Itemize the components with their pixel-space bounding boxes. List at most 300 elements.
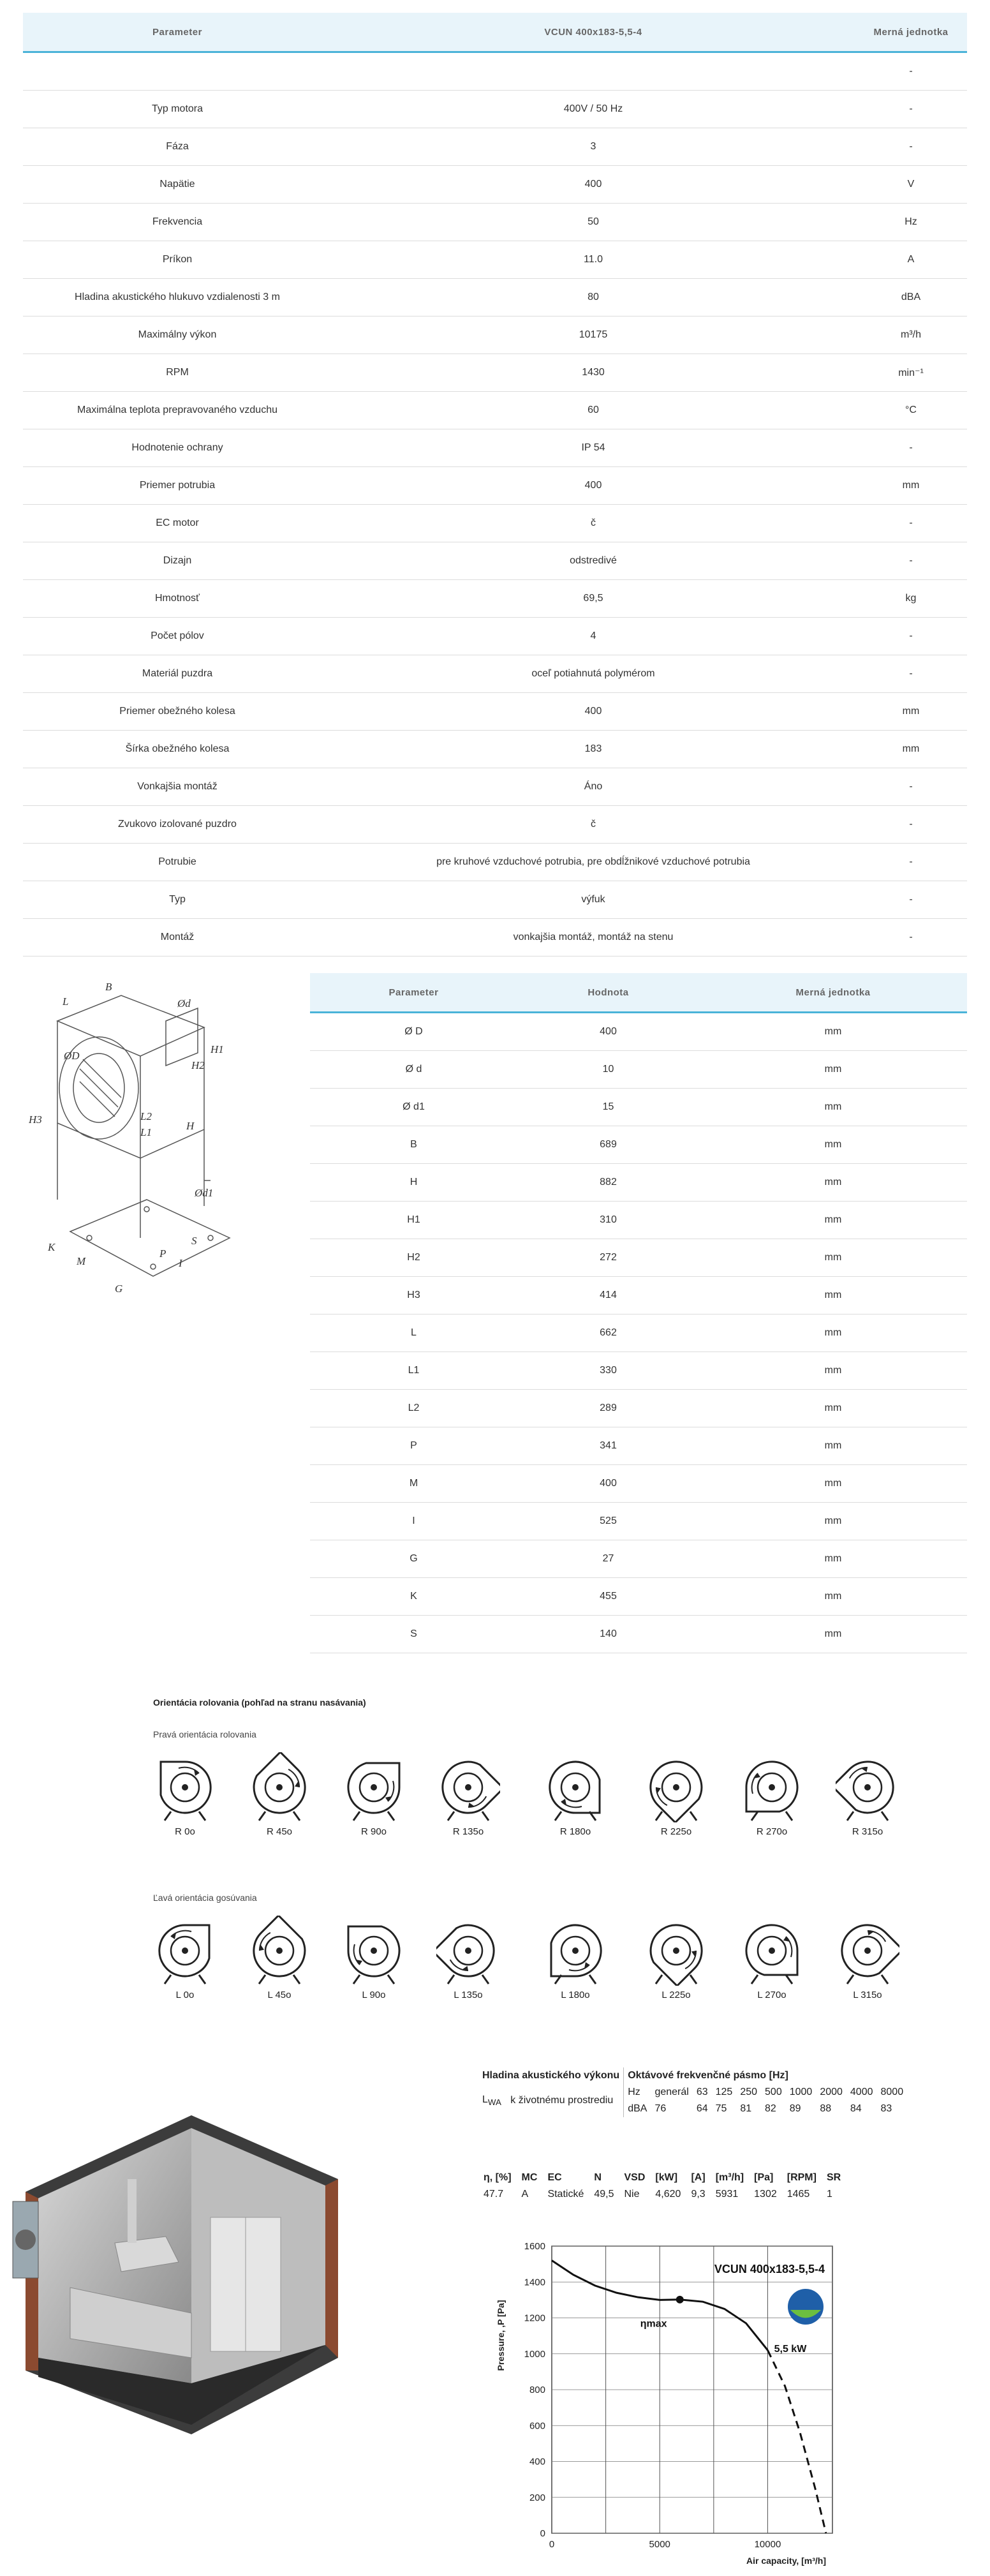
- perf-value: 4,620: [655, 2189, 681, 2200]
- spec-cell-value: 1430: [332, 354, 855, 392]
- drawing-label-od: Ød: [177, 997, 191, 1009]
- spec-cell-parameter: Hmotnosť: [23, 580, 332, 618]
- fan-orientation-icon: [641, 1916, 711, 1986]
- drawing-label-i: I: [179, 1257, 182, 1269]
- spec-cell-unit: -: [855, 768, 967, 806]
- noise-value: 64: [696, 2103, 708, 2114]
- y-axis-label: Pressure, ,P [Pa]: [496, 2300, 506, 2371]
- fan-orientation-icon: [737, 1752, 807, 1822]
- dims-cell-unit: mm: [699, 1164, 967, 1202]
- spec-cell-unit: mm: [855, 693, 967, 731]
- dims-row: [310, 1352, 967, 1390]
- x-tick-label: 5000: [649, 2539, 670, 2550]
- orientation-label: R 90o: [360, 1826, 387, 1837]
- spec-cell-parameter: Typ: [23, 881, 332, 919]
- y-tick-label: 800: [529, 2385, 545, 2395]
- eta-max-point: [676, 2296, 684, 2304]
- spec-row: [23, 128, 967, 166]
- dims-cell-unit: mm: [699, 1126, 967, 1164]
- fan-orientation-icon: [244, 1916, 314, 1986]
- drawing-label-b: B: [105, 981, 112, 993]
- fan-orientation-icon: [641, 1752, 711, 1822]
- spec-header-row: [23, 13, 967, 52]
- orientation-label: L 180o: [561, 1990, 590, 2000]
- spec-cell-unit: -: [855, 881, 967, 919]
- orientation-right-7: [832, 1748, 903, 1844]
- spec-header-model: VCUN 400x183-5,5-4: [332, 13, 855, 52]
- spec-cell-unit: -: [855, 91, 967, 128]
- perf-value: 49,5: [594, 2189, 614, 2200]
- orientation-left-3: [433, 1912, 503, 2007]
- spec-row: [23, 618, 967, 655]
- perf-header: MC: [521, 2172, 538, 2183]
- orientation-title: Orientácia rolovania (pohľad na stranu nasávania): [153, 1697, 366, 1708]
- dims-cell-unit: mm: [699, 1314, 967, 1352]
- drawing-label-h: H: [186, 1120, 195, 1132]
- perf-header: [m³/h]: [715, 2172, 744, 2183]
- dims-row: [310, 1465, 967, 1503]
- drawing-label-p: P: [159, 1247, 166, 1260]
- dims-row: [310, 1578, 967, 1616]
- noise-value: 82: [765, 2103, 776, 2114]
- dims-cell-parameter: L1: [310, 1352, 517, 1390]
- dims-row: [310, 1503, 967, 1540]
- fan-dimension-drawing: [19, 976, 274, 1308]
- fan-orientation-icon: [339, 1916, 409, 1986]
- spec-cell-parameter: Priemer potrubia: [23, 467, 332, 505]
- dims-header-value: Hodnota: [517, 973, 699, 1013]
- noise-band: 125: [715, 2087, 733, 2097]
- spec-row: [23, 768, 967, 806]
- spec-row: [23, 919, 967, 957]
- y-tick-label: 400: [529, 2456, 545, 2468]
- spec-row: [23, 166, 967, 204]
- noise-value: 75: [715, 2103, 727, 2114]
- dims-row: [310, 1126, 967, 1164]
- y-tick-label: 200: [529, 2492, 545, 2503]
- spec-cell-parameter: EC motor: [23, 505, 332, 542]
- dims-cell-parameter: K: [310, 1578, 517, 1616]
- spec-cell-unit: -: [855, 429, 967, 467]
- spec-cell-value: 69,5: [332, 580, 855, 618]
- noise-hz-label: Hz: [624, 2084, 651, 2101]
- dims-cell-unit: mm: [699, 1202, 967, 1239]
- technical-drawing: [19, 976, 274, 1308]
- dims-row: [310, 1314, 967, 1352]
- spec-cell-value: 3: [332, 128, 855, 166]
- dims-cell-unit: mm: [699, 1277, 967, 1314]
- noise-table: [478, 2067, 907, 2117]
- spec-cell-value: 80: [332, 279, 855, 316]
- dims-cell-parameter: B: [310, 1126, 517, 1164]
- spec-cell-parameter: Počet pólov: [23, 618, 332, 655]
- perf-header: [kW]: [655, 2172, 678, 2183]
- drawing-label-h2: H2: [191, 1059, 205, 1071]
- orientation-label: L 90o: [362, 1990, 386, 2000]
- fan-orientation-icon: [433, 1916, 503, 1986]
- noise-row-label: k životnému prostrediu: [510, 2095, 614, 2106]
- spec-cell-parameter: Šírka obežného kolesa: [23, 731, 332, 768]
- perf-header: η, [%]: [484, 2172, 512, 2183]
- spec-row: [23, 279, 967, 316]
- spec-header-parameter: Parameter: [23, 13, 332, 52]
- spec-cell-value: 11.0: [332, 241, 855, 279]
- spec-cell-unit: -: [855, 618, 967, 655]
- noise-band: 63: [696, 2087, 708, 2097]
- dims-row: [310, 1616, 967, 1653]
- spec-cell-value: výfuk: [332, 881, 855, 919]
- dims-cell-unit: mm: [699, 1578, 967, 1616]
- fan-orientation-icon: [540, 1752, 610, 1822]
- orientation-left-4: [540, 1912, 610, 2007]
- kitchen-scene-image: [0, 2103, 357, 2434]
- spec-cell-parameter: Maximálny výkon: [23, 316, 332, 354]
- orientation-right-4: [540, 1748, 610, 1844]
- spec-cell-value: pre kruhové vzduchové potrubia, pre obdĺžnikové vzduchové potrubia: [332, 844, 855, 881]
- drawing-label-s: S: [191, 1235, 197, 1247]
- orientation-left-0: [150, 1912, 220, 2007]
- dims-cell-value: 882: [517, 1164, 699, 1202]
- spec-cell-unit: kg: [855, 580, 967, 618]
- spec-cell-parameter: Frekvencia: [23, 204, 332, 241]
- dims-cell-value: 414: [517, 1277, 699, 1314]
- orientation-label: R 0o: [175, 1826, 195, 1837]
- spec-cell-value: [332, 52, 855, 91]
- dims-header-unit: Merná jednotka: [699, 973, 967, 1013]
- y-tick-label: 1400: [524, 2277, 545, 2288]
- spec-cell-parameter: Napätie: [23, 166, 332, 204]
- dims-cell-parameter: L2: [310, 1390, 517, 1427]
- spec-cell-value: č: [332, 806, 855, 844]
- brand-logo-icon: [788, 2289, 824, 2325]
- y-tick-label: 0: [540, 2528, 545, 2539]
- perf-value: 1: [826, 2189, 832, 2200]
- orientation-label: L 315o: [853, 1990, 882, 2000]
- spec-row: [23, 52, 967, 91]
- spec-cell-unit: -: [855, 806, 967, 844]
- dims-cell-parameter: M: [310, 1465, 517, 1503]
- dims-cell-parameter: Ø d: [310, 1051, 517, 1089]
- fan-orientation-icon: [150, 1916, 220, 1986]
- spec-row: [23, 693, 967, 731]
- dims-cell-parameter: L: [310, 1314, 517, 1352]
- spec-row: [23, 731, 967, 768]
- spec-row: [23, 429, 967, 467]
- spec-cell-unit: -: [855, 844, 967, 881]
- noise-band: 250: [740, 2087, 758, 2097]
- spec-cell-parameter: Dizajn: [23, 542, 332, 580]
- fan-orientation-icon: [540, 1916, 610, 1986]
- dims-cell-value: 310: [517, 1202, 699, 1239]
- x-tick-label: 0: [549, 2539, 555, 2550]
- dims-row: [310, 1427, 967, 1465]
- orientation-left-6: [737, 1912, 807, 2007]
- spec-row: [23, 392, 967, 429]
- spec-cell-parameter: Hladina akustického hlukuvo vzdialenosti 3 m: [23, 279, 332, 316]
- perf-header: EC: [547, 2172, 562, 2183]
- perf-value: 1465: [787, 2189, 810, 2200]
- spec-cell-unit: mm: [855, 467, 967, 505]
- spec-cell-value: 4: [332, 618, 855, 655]
- spec-cell-parameter: Zvukovo izolované puzdro: [23, 806, 332, 844]
- dims-body: [310, 1013, 967, 1653]
- orientation-label: L 0o: [175, 1990, 195, 2000]
- dims-cell-parameter: Ø D: [310, 1013, 517, 1051]
- dims-row: [310, 1277, 967, 1314]
- performance-table: [478, 2170, 846, 2203]
- dims-cell-value: 330: [517, 1352, 699, 1390]
- spec-cell-parameter: Fáza: [23, 128, 332, 166]
- spec-cell-parameter: Montáž: [23, 919, 332, 957]
- y-tick-label: 1600: [524, 2241, 545, 2252]
- orientation-right-2: [339, 1748, 409, 1844]
- dims-cell-unit: mm: [699, 1352, 967, 1390]
- dims-row: [310, 1202, 967, 1239]
- left-orientation-label: Ľavá orientácia gosúvania: [153, 1893, 257, 1903]
- dims-cell-unit: mm: [699, 1616, 967, 1653]
- dims-cell-value: 455: [517, 1578, 699, 1616]
- drawing-label-h1: H1: [211, 1043, 224, 1055]
- orientation-right-5: [641, 1748, 711, 1844]
- orientation-left-1: [244, 1912, 314, 2007]
- dims-cell-parameter: H3: [310, 1277, 517, 1314]
- spec-cell-value: 10175: [332, 316, 855, 354]
- perf-value: Nie: [624, 2189, 640, 2200]
- spec-row: [23, 806, 967, 844]
- spec-cell-parameter: Potrubie: [23, 844, 332, 881]
- noise-band: 2000: [820, 2087, 843, 2097]
- spec-row: [23, 204, 967, 241]
- spec-row: [23, 844, 967, 881]
- orientation-label: L 270o: [757, 1990, 787, 2000]
- x-tick-label: 10000: [754, 2539, 781, 2550]
- spec-row: [23, 241, 967, 279]
- dims-cell-unit: mm: [699, 1390, 967, 1427]
- fan-orientation-icon: [244, 1752, 314, 1822]
- spec-cell-value: IP 54: [332, 429, 855, 467]
- spec-row: [23, 354, 967, 392]
- spec-cell-parameter: [23, 52, 332, 91]
- perf-value: 1302: [754, 2189, 777, 2200]
- perf-header: [Pa]: [754, 2172, 774, 2183]
- dims-cell-value: 289: [517, 1390, 699, 1427]
- noise-lwa: $L_{WA}$: [482, 2094, 501, 2108]
- dims-cell-value: 400: [517, 1013, 699, 1051]
- dims-cell-unit: mm: [699, 1540, 967, 1578]
- spec-cell-value: 400: [332, 467, 855, 505]
- orientation-label: R 180o: [559, 1826, 591, 1837]
- dims-cell-parameter: P: [310, 1427, 517, 1465]
- spec-cell-value: 400V / 50 Hz: [332, 91, 855, 128]
- dims-cell-value: 400: [517, 1465, 699, 1503]
- drawing-label-l: L: [63, 995, 69, 1008]
- dims-cell-unit: mm: [699, 1503, 967, 1540]
- dims-row: [310, 1390, 967, 1427]
- dims-cell-unit: mm: [699, 1427, 967, 1465]
- drawing-label-g: G: [115, 1283, 123, 1295]
- power-label: 5,5 kW: [774, 2343, 807, 2355]
- orientation-right-6: [737, 1748, 807, 1844]
- noise-value: 81: [740, 2103, 752, 2114]
- noise-band: generál: [654, 2087, 689, 2097]
- spec-cell-unit: A: [855, 241, 967, 279]
- noise-band: 1000: [789, 2087, 813, 2097]
- dims-cell-parameter: H: [310, 1164, 517, 1202]
- dims-cell-parameter: Ø d1: [310, 1089, 517, 1126]
- fan-orientation-icon: [832, 1916, 903, 1986]
- perf-value: 47.7: [484, 2189, 504, 2200]
- y-tick-label: 1200: [524, 2312, 545, 2324]
- drawing-label-l2: L2: [140, 1110, 152, 1122]
- spec-cell-unit: -: [855, 542, 967, 580]
- orientation-right-3: [433, 1748, 503, 1844]
- right-orientation-label: Pravá orientácia rolovania: [153, 1729, 256, 1739]
- spec-cell-unit: -: [855, 655, 967, 693]
- perf-value: 5931: [715, 2189, 739, 2200]
- spec-cell-unit: Hz: [855, 204, 967, 241]
- fan-orientation-icon: [832, 1752, 903, 1822]
- noise-value: 88: [820, 2103, 832, 2114]
- spec-row: [23, 580, 967, 618]
- perf-value: Statické: [547, 2189, 584, 2200]
- drawing-label-m: M: [77, 1255, 86, 1267]
- noise-value: 76: [654, 2103, 667, 2114]
- spec-cell-parameter: Priemer obežného kolesa: [23, 693, 332, 731]
- orientation-label: L 135o: [454, 1990, 483, 2000]
- spec-row: [23, 881, 967, 919]
- performance-chart: [485, 2233, 855, 2573]
- dims-cell-value: 272: [517, 1239, 699, 1277]
- dims-row: [310, 1089, 967, 1126]
- spec-cell-value: 183: [332, 731, 855, 768]
- orientation-right-1: [244, 1748, 314, 1844]
- spec-cell-value: 400: [332, 166, 855, 204]
- perf-header: [A]: [691, 2172, 706, 2183]
- dims-cell-parameter: H2: [310, 1239, 517, 1277]
- spec-table: [23, 13, 967, 957]
- perf-value: A: [521, 2189, 529, 2200]
- dims-cell-parameter: I: [310, 1503, 517, 1540]
- spec-cell-value: 50: [332, 204, 855, 241]
- spec-cell-unit: °C: [855, 392, 967, 429]
- spec-cell-unit: -: [855, 919, 967, 957]
- orientation-label: R 225o: [660, 1826, 692, 1837]
- fan-orientation-icon: [339, 1752, 409, 1822]
- spec-cell-unit: V: [855, 166, 967, 204]
- y-tick-label: 600: [529, 2420, 545, 2432]
- spec-cell-unit: dBA: [855, 279, 967, 316]
- noise-band: 4000: [850, 2087, 873, 2097]
- perf-header: VSD: [624, 2172, 646, 2183]
- orientation-label: R 135o: [452, 1826, 484, 1837]
- drawing-label-k: K: [48, 1241, 55, 1253]
- spec-row: [23, 542, 967, 580]
- dims-cell-value: 15: [517, 1089, 699, 1126]
- orientation-left-5: [641, 1912, 711, 2007]
- dims-cell-value: 27: [517, 1540, 699, 1578]
- spec-cell-parameter: Typ motora: [23, 91, 332, 128]
- orientation-label: R 315o: [852, 1826, 883, 1837]
- dims-cell-unit: mm: [699, 1465, 967, 1503]
- spec-row: [23, 467, 967, 505]
- dims-cell-parameter: S: [310, 1616, 517, 1653]
- drawing-label-oD: ØD: [64, 1050, 80, 1062]
- performance-chart-svg: [485, 2233, 855, 2573]
- dims-cell-unit: mm: [699, 1051, 967, 1089]
- dims-row: [310, 1164, 967, 1202]
- noise-dba-label: dBA: [624, 2101, 651, 2117]
- dims-cell-value: 140: [517, 1616, 699, 1653]
- perf-header: [RPM]: [787, 2172, 816, 2183]
- dims-cell-unit: mm: [699, 1013, 967, 1051]
- fan-orientation-icon: [737, 1916, 807, 1986]
- noise-value: 89: [789, 2103, 801, 2114]
- spec-cell-value: vonkajšia montáž, montáž na stenu: [332, 919, 855, 957]
- noise-band: 8000: [880, 2087, 904, 2097]
- perf-header: N: [594, 2172, 602, 2183]
- perf-value: 9,3: [691, 2189, 706, 2200]
- spec-cell-parameter: Maximálna teplota prepravovaného vzduchu: [23, 392, 332, 429]
- dims-row: [310, 1013, 967, 1051]
- dimensions-table: [310, 973, 967, 1653]
- orientation-left-7: [832, 1912, 903, 2007]
- noise-band-title: Oktávové frekvenčné pásmo [Hz]: [624, 2067, 877, 2084]
- orientation-right-0: [150, 1748, 220, 1844]
- dims-cell-value: 525: [517, 1503, 699, 1540]
- dims-header-row: [310, 973, 967, 1013]
- drawing-label-od1: Ød1: [195, 1187, 214, 1199]
- y-tick-label: 1000: [524, 2348, 545, 2360]
- orientation-label: L 225o: [661, 1990, 691, 2000]
- spec-cell-value: č: [332, 505, 855, 542]
- perf-header: SR: [826, 2172, 841, 2183]
- spec-cell-value: 400: [332, 693, 855, 731]
- spec-cell-unit: mm: [855, 731, 967, 768]
- dims-cell-value: 341: [517, 1427, 699, 1465]
- spec-cell-value: odstredivé: [332, 542, 855, 580]
- dims-cell-value: 689: [517, 1126, 699, 1164]
- x-axis-label: Air capacity, [m³/h]: [746, 2556, 826, 2566]
- spec-cell-parameter: RPM: [23, 354, 332, 392]
- spec-cell-unit: m³/h: [855, 316, 967, 354]
- spec-cell-unit: min⁻¹: [855, 354, 967, 392]
- dims-header-parameter: Parameter: [310, 973, 517, 1013]
- spec-header-unit: Merná jednotka: [855, 13, 967, 52]
- dims-cell-unit: mm: [699, 1239, 967, 1277]
- spec-cell-value: Áno: [332, 768, 855, 806]
- drawing-label-h3: H3: [29, 1113, 42, 1126]
- spec-row: [23, 316, 967, 354]
- spec-body: [23, 52, 967, 957]
- spec-cell-parameter: Hodnotenie ochrany: [23, 429, 332, 467]
- orientation-label: R 45o: [266, 1826, 293, 1837]
- fan-orientation-icon: [150, 1752, 220, 1822]
- dims-cell-parameter: H1: [310, 1202, 517, 1239]
- spec-cell-unit: -: [855, 128, 967, 166]
- dims-row: [310, 1239, 967, 1277]
- dims-row: [310, 1540, 967, 1578]
- dims-row: [310, 1051, 967, 1089]
- noise-title: Hladina akustického výkonu: [482, 2070, 620, 2081]
- spec-row: [23, 655, 967, 693]
- spec-cell-parameter: Vonkajšia montáž: [23, 768, 332, 806]
- spec-cell-parameter: Príkon: [23, 241, 332, 279]
- spec-cell-value: 60: [332, 392, 855, 429]
- chart-title: VCUN 400x183-5,5-4: [714, 2263, 825, 2275]
- drawing-label-l1: L1: [140, 1126, 152, 1138]
- spec-cell-unit: -: [855, 52, 967, 91]
- spec-row: [23, 505, 967, 542]
